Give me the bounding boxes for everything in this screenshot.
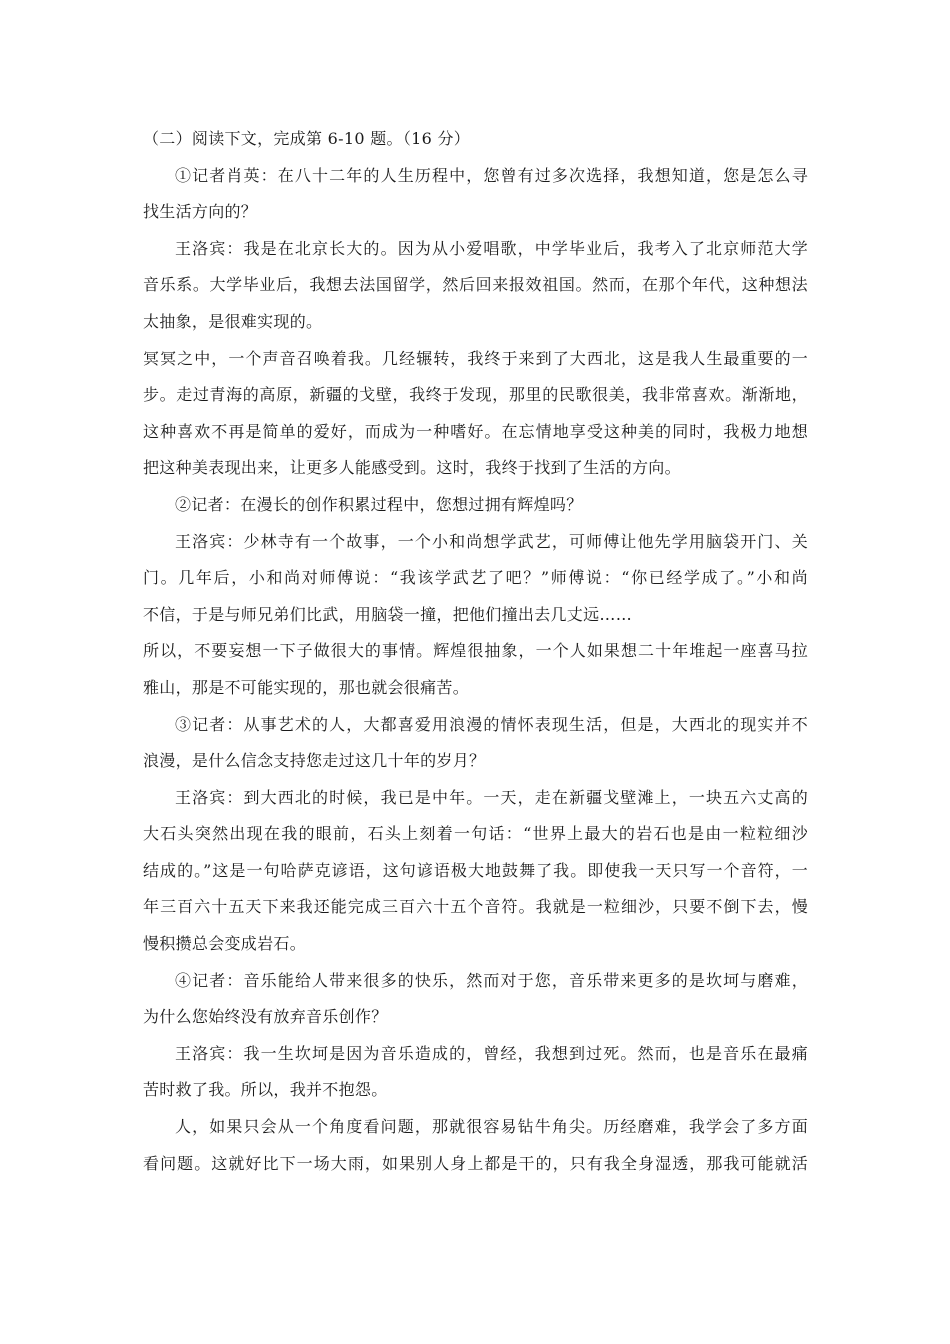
text-line: 把这种美表现出来，让更多人能感受到。这时，我终于找到了生活的方向。 [143, 458, 681, 478]
text-line: 门。几年后，小和尚对师傅说：“我该学武艺了吧？”师傅说：“你已经学成了。”小和尚 [143, 568, 808, 588]
text-line: 为什么您始终没有放弃音乐创作？ [143, 1007, 388, 1027]
text-line: 王洛宾：少林寺有一个故事，一个小和尚想学武艺，可师傅让他先学用脑袋开门、关 [175, 531, 808, 551]
text-line: 大石头突然出现在我的眼前，石头上刻着一句话：“世界上最大的岩石也是由一粒粒细沙 [143, 824, 808, 844]
text-line: 太抽象，是很难实现的。 [143, 311, 323, 331]
text-line: ①记者肖英：在八十二年的人生历程中，您曾有过多次选择，我想知道，您是怎么寻 [175, 165, 808, 185]
text-line: 结成的。”这是一句哈萨克谚语，这句谚语极大地鼓舞了我。即使我一天只写一个音符，一 [143, 860, 808, 880]
text-line: ②记者：在漫长的创作积累过程中，您想过拥有辉煌吗？ [175, 494, 583, 514]
text-line: 王洛宾：到大西北的时候，我已是中年。一天，走在新疆戈壁滩上，一块五六丈高的 [175, 787, 808, 807]
text-line: 冥冥之中，一个声音召唤着我。几经辗转，我终于来到了大西北，这是我人生最重要的一 [143, 348, 808, 368]
text-line: ③记者：从事艺术的人，大都喜爱用浪漫的情怀表现生活，但是，大西北的现实并不 [175, 714, 808, 734]
article-text [143, 121, 808, 1182]
text-line: 雅山，那是不可能实现的，那也就会很痛苦。 [143, 677, 470, 697]
text-line: 浪漫，是什么信念支持您走过这几十年的岁月？ [143, 751, 486, 771]
text-line: 王洛宾：我是在北京长大的。因为从小爱唱歌，中学毕业后，我考入了北京师范大学 [175, 238, 808, 258]
section-heading: （二）阅读下文，完成第 6-10 题。（16 分） [143, 129, 471, 148]
text-line: 慢积攒总会变成岩石。 [143, 934, 307, 954]
text-line: 王洛宾：我一生坎坷是因为音乐造成的，曾经，我想到过死。然而，也是音乐在最痛 [175, 1043, 808, 1063]
text-line: 找生活方向的？ [143, 202, 258, 222]
text-line: 年三百六十五天下来我还能完成三百六十五个音符。我就是一粒细沙，只要不倒下去，慢 [143, 897, 808, 917]
text-line: 步。走过青海的高原，新疆的戈壁，我终于发现，那里的民歌很美，我非常喜欢。渐渐地， [143, 385, 808, 405]
text-line: 音乐系。大学毕业后，我想去法国留学，然后回来报效祖国。然而，在那个年代，这种想法 [143, 275, 808, 295]
text-line: 看问题。这就好比下一场大雨，如果别人身上都是干的，只有我全身湿透，那我可能就活 [143, 1153, 808, 1173]
text-line: ④记者：音乐能给人带来很多的快乐，然而对于您，音乐带来更多的是坎坷与磨难， [175, 970, 808, 990]
text-line: 所以，不要妄想一下子做很大的事情。辉煌很抽象，一个人如果想二十年堆起一座喜马拉 [143, 641, 808, 661]
text-line: 人，如果只会从一个角度看问题，那就很容易钻牛角尖。历经磨难，我学会了多方面 [175, 1117, 808, 1137]
text-line: 苦时救了我。所以，我并不抱怨。 [143, 1080, 388, 1100]
text-line: 这种喜欢不再是简单的爱好，而成为一种嗜好。在忘情地享受这种美的同时，我极力地想 [143, 421, 808, 441]
text-line: 不信，于是与师兄弟们比武，用脑袋一撞，把他们撞出去几丈远…… [143, 604, 633, 624]
